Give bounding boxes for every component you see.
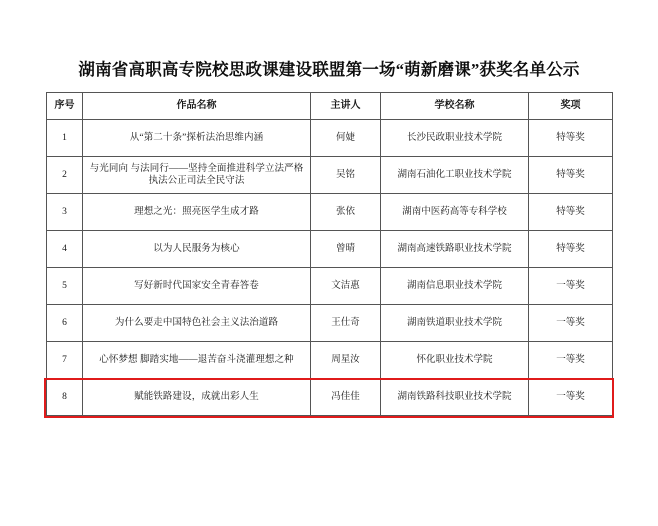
cell-prize: 一等奖	[529, 304, 613, 341]
cell-speaker: 吴铭	[311, 156, 381, 193]
page-title: 湖南省高职高专院校思政课建设联盟第一场“萌新磨课”获奖名单公示	[78, 60, 580, 79]
cell-seq: 1	[47, 119, 83, 156]
cell-prize: 一等奖	[529, 341, 613, 378]
cell-school: 湖南铁道职业技术学院	[381, 304, 529, 341]
cell-work: 从“第二十条”探析法治思维内涵	[83, 119, 311, 156]
table-row	[47, 193, 613, 230]
cell-speaker: 何婕	[311, 119, 381, 156]
cell-work: 心怀梦想 脚踏实地——退苦奋斗浇灌理想之种	[83, 341, 311, 378]
cell-prize: 一等奖	[529, 267, 613, 304]
cell-seq: 4	[47, 230, 83, 267]
table-row	[47, 119, 613, 156]
table-row	[47, 304, 613, 341]
cell-speaker: 曾晴	[311, 230, 381, 267]
column-header-speaker: 主讲人	[311, 92, 381, 119]
table-row	[47, 267, 613, 304]
cell-speaker: 张依	[311, 193, 381, 230]
column-header-work: 作品名称	[83, 92, 311, 119]
column-header-school: 学校名称	[381, 92, 529, 119]
table-row	[47, 230, 613, 267]
cell-work: 赋能铁路建设，成就出彩人生	[83, 378, 311, 415]
table-body	[47, 119, 613, 415]
cell-work: 为什么要走中国特色社会主义法治道路	[83, 304, 311, 341]
table-row	[47, 156, 613, 193]
award-list-table	[46, 92, 613, 416]
cell-prize: 特等奖	[529, 193, 613, 230]
cell-seq: 2	[47, 156, 83, 193]
table-row	[47, 378, 613, 415]
table-row-highlighted	[47, 341, 613, 378]
cell-school: 湖南中医药高等专科学校	[381, 193, 529, 230]
cell-seq: 3	[47, 193, 83, 230]
column-header-seq: 序号	[47, 92, 83, 119]
column-header-prize: 奖项	[529, 92, 613, 119]
cell-prize: 一等奖	[529, 378, 613, 415]
cell-school: 湖南铁路科技职业技术学院	[381, 378, 529, 415]
cell-work: 以为人民服务为核心	[83, 230, 311, 267]
cell-school: 湖南高速铁路职业技术学院	[381, 230, 529, 267]
cell-school: 湖南信息职业技术学院	[381, 267, 529, 304]
cell-seq: 7	[47, 341, 83, 378]
cell-prize: 特等奖	[529, 156, 613, 193]
cell-work: 写好新时代国家安全青春答卷	[83, 267, 311, 304]
cell-work: 理想之光：照亮医学生成才路	[83, 193, 311, 230]
cell-school: 怀化职业技术学院	[381, 341, 529, 378]
cell-speaker: 王仕奇	[311, 304, 381, 341]
cell-seq: 8	[47, 378, 83, 415]
cell-seq: 6	[47, 304, 83, 341]
table-header	[47, 92, 613, 119]
cell-speaker: 冯佳佳	[311, 378, 381, 415]
cell-speaker: 周星汝	[311, 341, 381, 378]
cell-seq: 5	[47, 267, 83, 304]
cell-prize: 特等奖	[529, 230, 613, 267]
table-header-row	[47, 92, 613, 119]
cell-school: 长沙民政职业技术学院	[381, 119, 529, 156]
cell-prize: 特等奖	[529, 119, 613, 156]
cell-speaker: 文洁惠	[311, 267, 381, 304]
cell-school: 湖南石油化工职业技术学院	[381, 156, 529, 193]
cell-work: 与光同向 与法同行——坚持全面推进科学立法严格执法公正司法全民守法	[83, 156, 311, 193]
document-body	[46, 58, 612, 416]
